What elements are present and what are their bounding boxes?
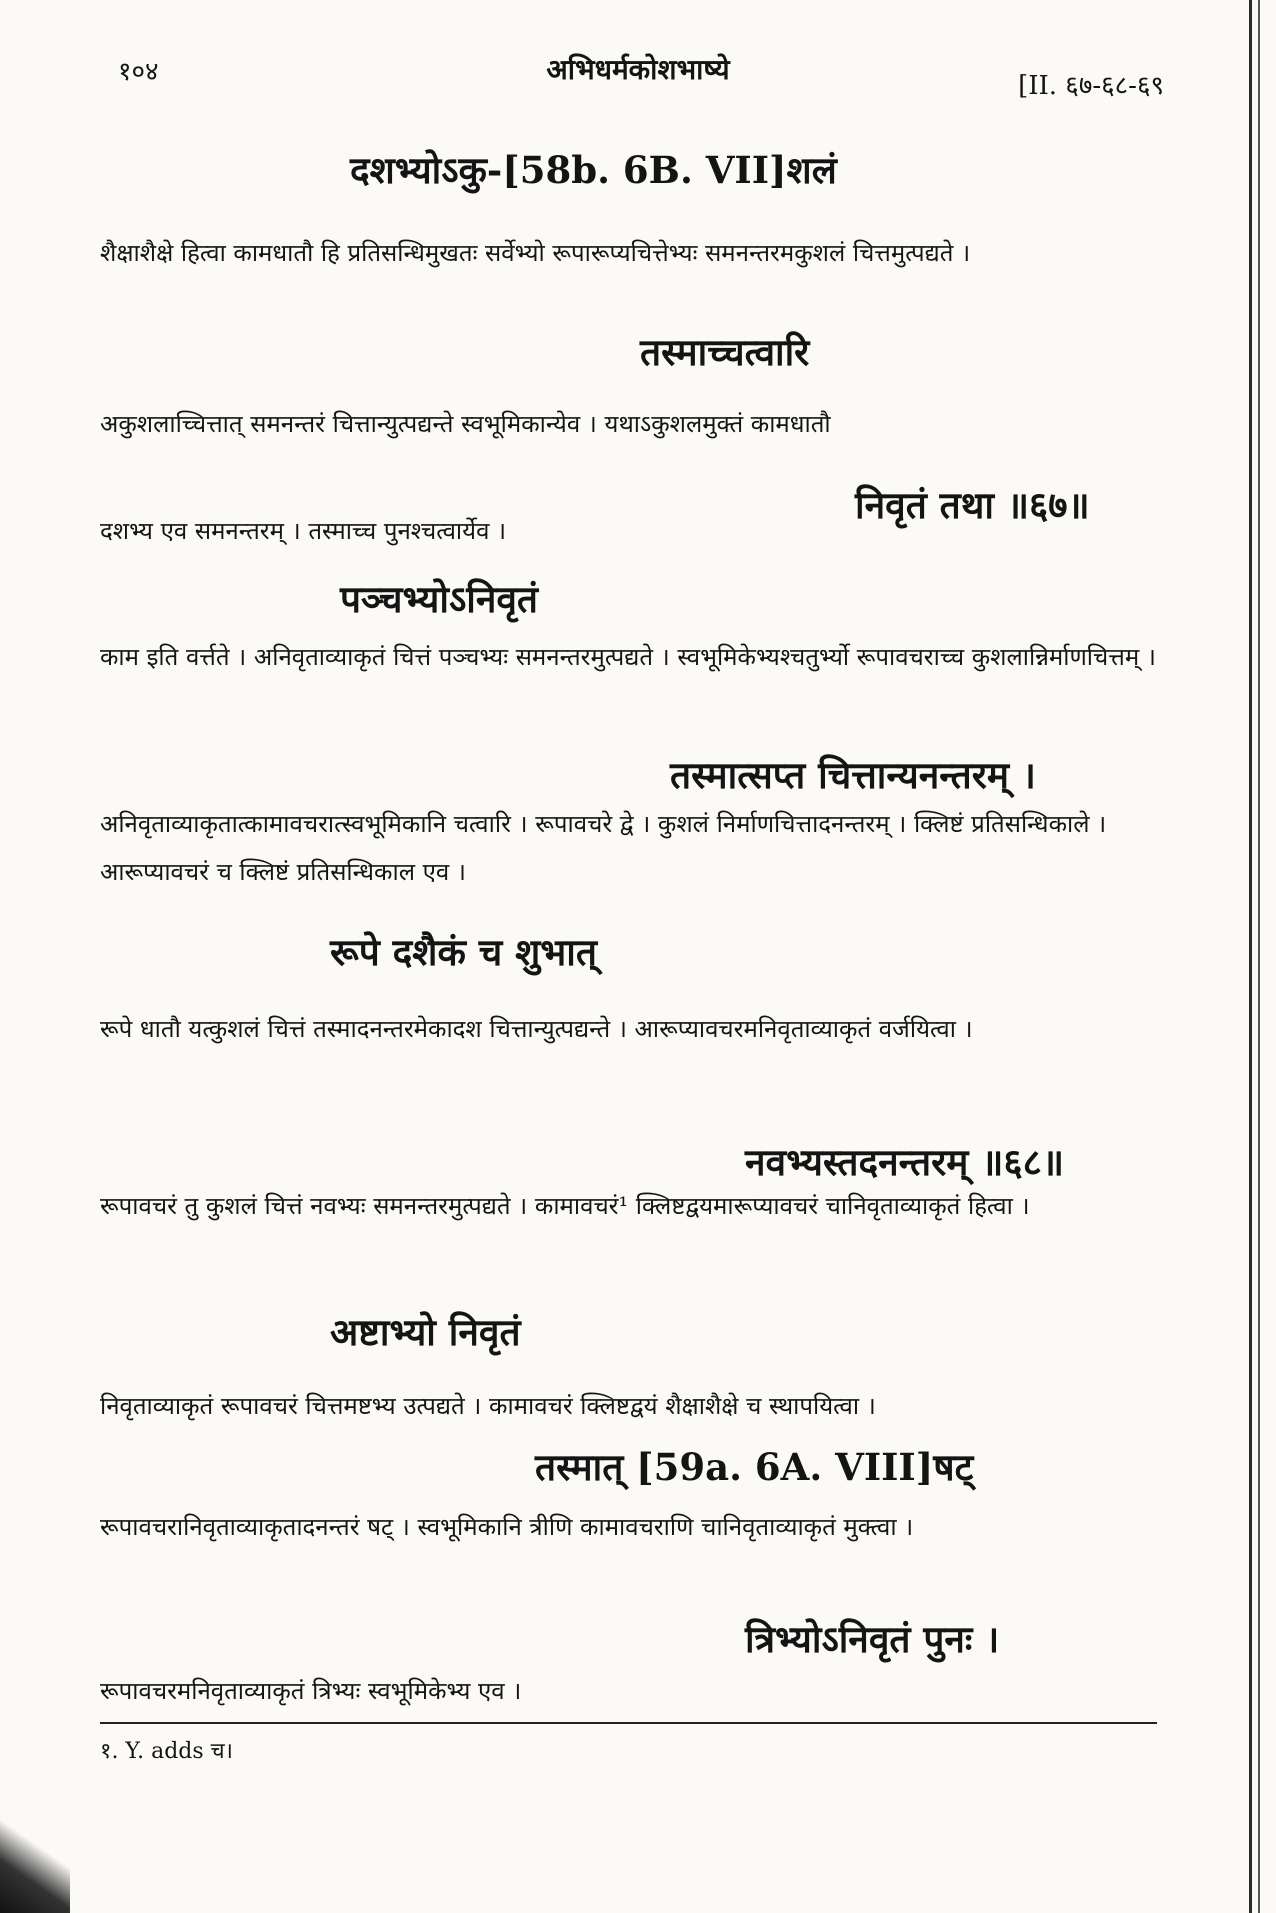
commentary-paragraph: रूपावचरं तु कुशलं चित्तं नवभ्यः समनन्तरमुत्पद्यते । कामावचरं¹ क्लिष्टद्वयमारूप्यावचरं चानिवृताव्याकृतं हित्वा । — [100, 1192, 1030, 1220]
scan-corner-shadow — [0, 1810, 70, 1913]
commentary-paragraph: रूपावचरानिवृताव्याकृतादनन्तरं षट् । स्वभूमिकानि त्रीणि कामावचराणि चानिवृताव्याकृतं मुक्त्वा । — [100, 1513, 914, 1541]
verse-line: निवृतं तथा ॥६७॥ — [855, 483, 1090, 527]
commentary-paragraph: काम इति वर्त्तते । अनिवृताव्याकृतं चित्तं पञ्चभ्यः समनन्तरमुत्पद्यते । स्वभूमिकेभ्यश्चतुर्भ्यो रूपावचराच्च कुशलान्निर्माणचित्तम् । — [100, 643, 1156, 671]
verse-line: अष्टाभ्यो निवृतं — [330, 1310, 521, 1354]
commentary-paragraph: अनिवृताव्याकृतात्कामावचरात्स्वभूमिकानि चत्वारि । रूपावचरे द्वे । कुशलं निर्माणचित्तादनन्तरम् । क्लिष्टं प्रतिसन्धिकाले । आरूप्यावचरं च क्लिष्टं प्रतिसन्धिकाल एव । — [100, 810, 1107, 886]
verse-line: त्रिभ्योऽनिवृतं पुनः । — [745, 1617, 1000, 1661]
page-edge-shadow — [1249, 0, 1252, 1913]
verse-line: तस्माच्चत्वारि — [640, 330, 810, 374]
footnote: १. Y. adds च। — [100, 1739, 233, 1764]
commentary-paragraph: निवृताव्याकृतं रूपावचरं चित्तमष्टभ्य उत्पद्यते । कामावचरं क्लिष्टद्वयं शैक्षाशैक्षे च स्थापयित्वा । — [100, 1392, 876, 1420]
verse-line: पञ्चभ्योऽनिवृतं — [340, 577, 539, 621]
commentary-paragraph: रूपे धातौ यत्कुशलं चित्तं तस्मादनन्तरमेकादश चित्तान्युत्पद्यन्ते । आरूप्यावचरमनिवृताव्याकृतं वर्जयित्वा । — [100, 1015, 973, 1043]
verse-line: रूपे दशैकं च शुभात् — [330, 930, 597, 974]
verse-reference: [II. ६७-६८-६९ — [1018, 71, 1164, 101]
page-number: १०४ — [118, 57, 159, 87]
verse-line: नवभ्यस्तदनन्तरम् ॥६८॥ — [745, 1140, 1065, 1184]
page-edge-shadow — [1258, 0, 1260, 1913]
commentary-paragraph: रूपावचरमनिवृताव्याकृतं त्रिभ्यः स्वभूमिकेभ्य एव । — [100, 1677, 522, 1705]
running-title: अभिधर्मकोशभाष्ये — [546, 53, 730, 86]
commentary-paragraph: दशभ्य एव समनन्तरम् । तस्माच्च पुनश्चत्वार्येव । — [100, 517, 507, 545]
verse-line: तस्मात् [59a. 6A. VIII]षट् — [535, 1445, 974, 1489]
commentary-paragraph: अकुशलाच्चित्तात् समनन्तरं चित्तान्युत्पद्यन्ते स्वभूमिकान्येव । यथाऽकुशलमुक्तं कामधातौ — [100, 410, 831, 438]
verse-line: दशभ्योऽकु-[58b. 6B. VII]शलं — [350, 148, 837, 192]
verse-line: तस्मात्सप्त चित्तान्यनन्तरम् । — [670, 753, 1036, 797]
footnote-rule — [100, 1722, 1157, 1724]
commentary-paragraph: शैक्षाशैक्षे हित्वा कामधातौ हि प्रतिसन्धिमुखतः सर्वेभ्यो रूपारूप्यचित्तेभ्यः समनन्तरमकुशलं चित्तमुत्पद्यते । — [100, 239, 971, 267]
